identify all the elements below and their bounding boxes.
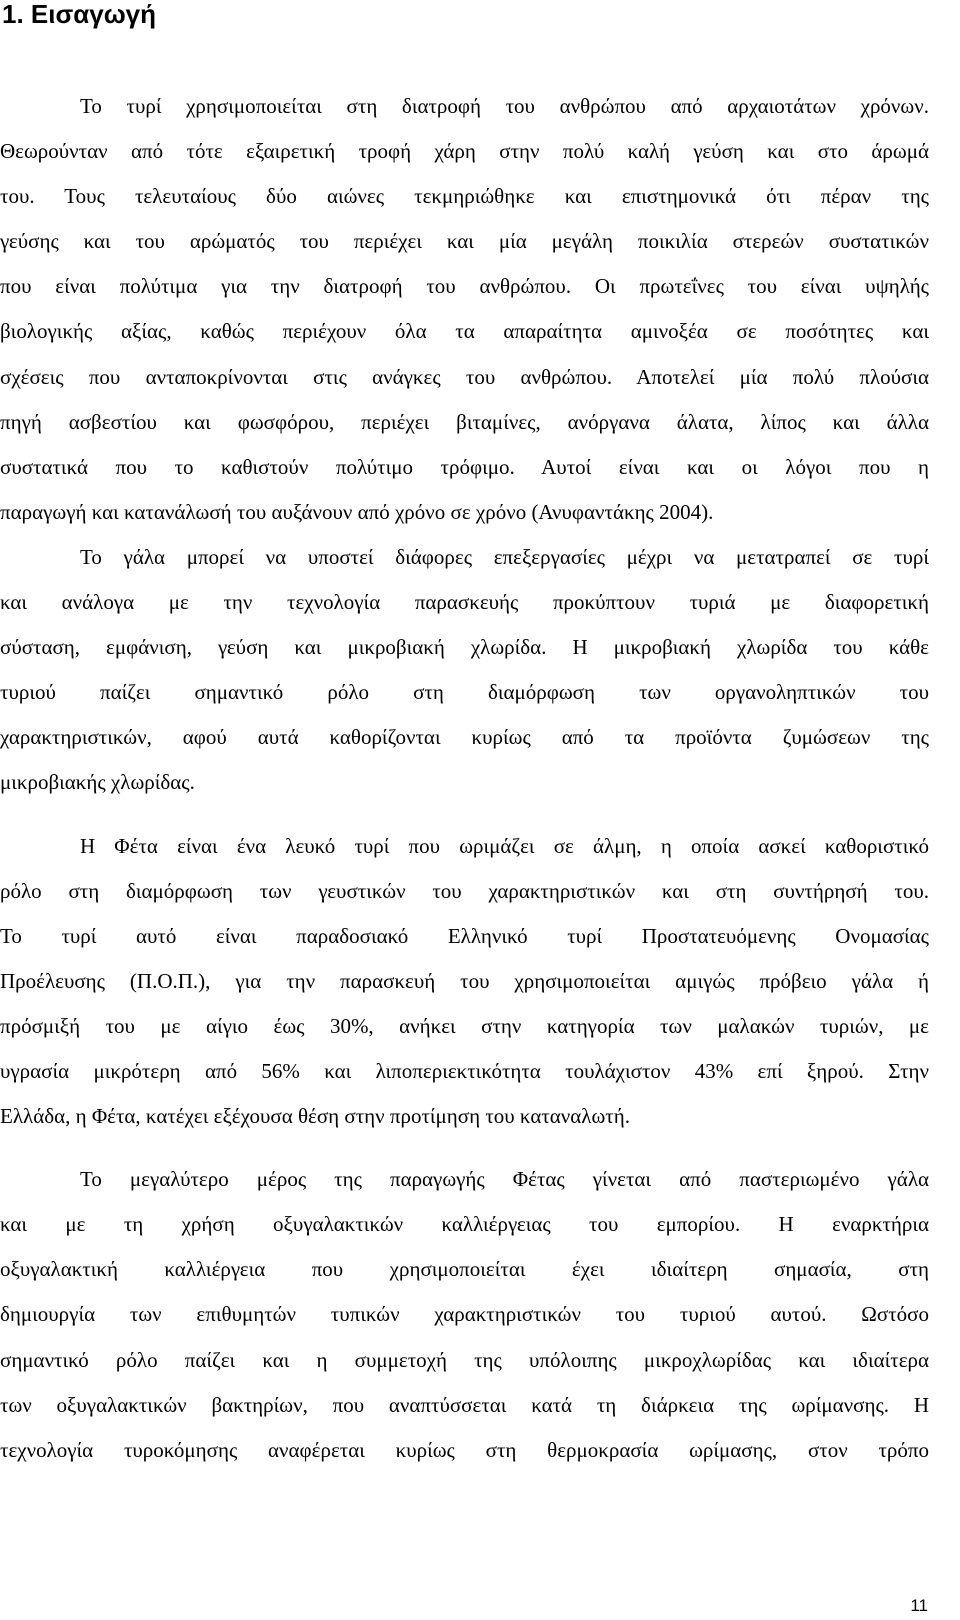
- text-line: τεχνολογία τυροκόμησης αναφέρεται κυρίως στη θερμοκρασία ωρίμασης, στον τρόπο: [0, 1437, 929, 1462]
- text-line: σύσταση, εμφάνιση, γεύση και μικροβιακή χλωρίδα. Η μικροβιακή χλωρίδα του κάθε: [0, 635, 929, 660]
- paragraph-spacer: [0, 1139, 929, 1157]
- text-line: Θεωρούνταν από τότε εξαιρετική τροφή χάρη στην πολύ καλή γεύση και στο άρωμά: [0, 139, 929, 164]
- body-text: [0, 84, 929, 1473]
- text-line: Το μεγαλύτερο μέρος της παραγωγής Φέτας γίνεται από παστεριωμένο γάλα: [80, 1167, 929, 1192]
- text-line: οξυγαλακτική καλλιέργεια που χρησιμοποιείται έχει ιδιαίτερη σημασία, στη: [0, 1257, 929, 1282]
- paragraph-2: [0, 535, 929, 806]
- paragraph-3: [0, 824, 929, 1140]
- text-line: σημαντικό ρόλο παίζει και η συμμετοχή της υπόλοιπης μικροχλωρίδας και ιδιαίτερα: [0, 1347, 929, 1372]
- text-line: γεύσης και του αρώματός του περιέχει και μία μεγάλη ποικιλία στερεών συστατικών: [0, 229, 929, 254]
- text-line: Η Φέτα είναι ένα λευκό τυρί που ωριμάζει σε άλμη, η οποία ασκεί καθοριστικό: [80, 833, 929, 858]
- text-line: πρόσμιξή του με αίγιο έως 30%, ανήκει στην κατηγορία των μαλακών τυριών, με: [0, 1013, 929, 1038]
- text-line: σχέσεις που ανταποκρίνονται στις ανάγκες του ανθρώπου. Αποτελεί μία πολύ πλούσια: [0, 364, 929, 389]
- text-line: και ανάλογα με την τεχνολογία παρασκευής προκύπτουν τυριά με διαφορετική: [0, 590, 929, 615]
- text-line: χαρακτηριστικών, αφού αυτά καθορίζονται κυρίως από τα προϊόντα ζυμώσεων της: [0, 725, 929, 750]
- text-line: βιολογικής αξίας, καθώς περιέχουν όλα τα απαραίτητα αμινοξέα σε ποσότητες και: [0, 319, 929, 344]
- text-line: συστατικά που το καθιστούν πολύτιμο τρόφιμο. Αυτοί είναι και οι λόγοι που η: [0, 454, 929, 479]
- paragraph-4: [0, 1157, 929, 1473]
- text-line: του. Τους τελευταίους δύο αιώνες τεκμηριώθηκε και επιστημονικά ότι πέραν της: [0, 184, 929, 209]
- page-number: 11: [910, 1596, 928, 1615]
- text-line: δημιουργία των επιθυμητών τυπικών χαρακτηριστικών του τυριού αυτού. Ωστόσο: [0, 1302, 929, 1327]
- paragraph-spacer: [0, 806, 929, 824]
- paragraph-1: [0, 84, 929, 535]
- text-line: ρόλο στη διαμόρφωση των γευστικών του χαρακτηριστικών και στη συντήρησή του.: [0, 878, 929, 903]
- text-line: που είναι πολύτιμα για την διατροφή του ανθρώπου. Οι πρωτεΐνες του είναι υψηλής: [0, 274, 929, 299]
- text-line: υγρασία μικρότερη από 56% και λιποπεριεκτικότητα τουλάχιστον 43% επί ξηρού. Στην: [0, 1058, 929, 1083]
- text-line: των οξυγαλακτικών βακτηρίων, που αναπτύσσεται κατά τη διάρκεια της ωρίμανσης. Η: [0, 1392, 929, 1417]
- text-line: και με τη χρήση οξυγαλακτικών καλλιέργειας του εμπορίου. Η εναρκτήρια: [0, 1212, 929, 1237]
- text-line: πηγή ασβεστίου και φωσφόρου, περιέχει βιταμίνες, ανόργανα άλατα, λίπος και άλλα: [0, 409, 929, 434]
- text-line: Το τυρί αυτό είναι παραδοσιακό Ελληνικό τυρί Προστατευόμενης Ονομασίας: [0, 923, 929, 948]
- text-line: τυριού παίζει σημαντικό ρόλο στη διαμόρφωση των οργανοληπτικών του: [0, 680, 929, 705]
- text-line: Το τυρί χρησιμοποιείται στη διατροφή του ανθρώπου από αρχαιοτάτων χρόνων.: [80, 94, 929, 118]
- section-heading: 1. Εισαγωγή: [2, 0, 157, 29]
- text-line: μικροβιακής χλωρίδας.: [0, 770, 195, 795]
- text-line: παραγωγή και κατανάλωσή του αυξάνουν από χρόνο σε χρόνο (Ανυφαντάκης 2004).: [0, 499, 714, 524]
- text-line: Το γάλα μπορεί να υποστεί διάφορες επεξεργασίες μέχρι να μετατραπεί σε τυρί: [80, 544, 929, 569]
- text-line: Προέλευσης (Π.Ο.Π.), για την παρασκευή του χρησιμοποιείται αμιγώς πρόβειο γάλα ή: [0, 968, 929, 993]
- text-line: Ελλάδα, η Φέτα, κατέχει εξέχουσα θέση στην προτίμηση του καταναλωτή.: [0, 1104, 630, 1129]
